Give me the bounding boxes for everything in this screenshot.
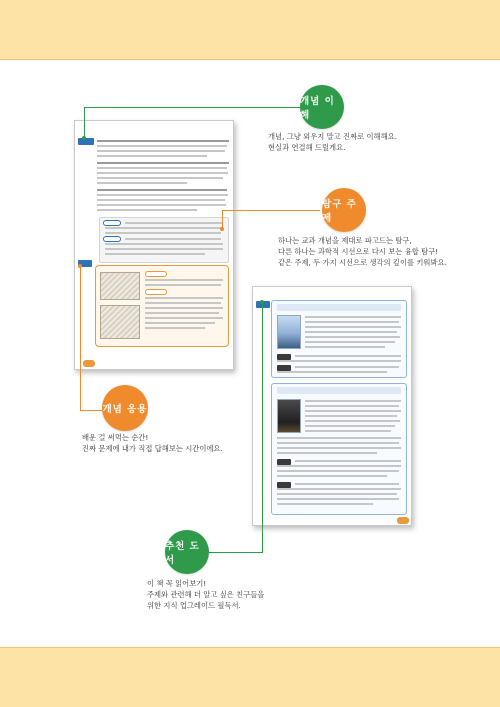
- desc-line: 주제와 관련해 더 알고 싶은 친구들을: [147, 590, 265, 599]
- book-cover-1: [277, 315, 301, 349]
- desc-line: 배운 걸 써먹는 순간!: [82, 433, 149, 442]
- bottom-band: [0, 647, 500, 707]
- right-page-sample: [252, 286, 412, 526]
- deep-dive-description: [278, 235, 447, 268]
- top-band: [0, 0, 500, 60]
- left-page-sample: [74, 120, 234, 370]
- connector-concept: [84, 107, 85, 138]
- connector-dot: [260, 300, 264, 304]
- connector-dot: [82, 136, 86, 140]
- deep-dive-badge: 탐구 주제: [322, 188, 366, 232]
- desc-line: 위한 지식 업그레이드 필독서.: [147, 601, 241, 610]
- book-cover-2: [277, 399, 301, 433]
- desc-line: 현실과 연결해 드릴게요.: [268, 143, 346, 152]
- concept-tag: [78, 138, 94, 145]
- connector-dot: [220, 227, 224, 231]
- desc-line: 하나는 교과 개념을 제대로 파고드는 탐구,: [278, 236, 412, 245]
- desc-line: 다른 하나는 과학적 시선으로 다시 보는 융합 탐구!: [278, 247, 439, 256]
- desc-line: 개념, 그냥 외우지 말고 진짜로 이해해요.: [268, 132, 398, 141]
- connector-application: [80, 266, 81, 410]
- connector-concept-h: [84, 107, 306, 108]
- desc-line: 진짜 문제에 내가 직접 답해보는 시간이에요.: [82, 444, 223, 453]
- illustration-2: [100, 305, 140, 339]
- desc-line: 같은 주제, 두 가지 시선으로 생각의 깊이를 키워봐요.: [278, 258, 447, 267]
- desc-line: 이 책 꼭 읽어보기!: [147, 579, 207, 588]
- concept-application-badge: 개념 응용: [102, 385, 148, 431]
- connector-dot: [78, 264, 82, 268]
- page-number-badge: [397, 517, 409, 524]
- connector-books-v: [262, 302, 263, 552]
- illustration-1: [100, 272, 140, 300]
- recommended-books-description: [147, 578, 264, 611]
- concept-application-description: [82, 432, 223, 454]
- connector-application-h: [80, 410, 104, 411]
- page-number-badge: [83, 360, 95, 367]
- connector-deepdive-h: [222, 210, 320, 211]
- concept-understanding-description: [268, 131, 397, 153]
- concept-understanding-badge: 개념 이해: [300, 85, 344, 129]
- recommended-books-badge: 추천 도서: [165, 530, 209, 574]
- connector-books-h: [209, 552, 263, 553]
